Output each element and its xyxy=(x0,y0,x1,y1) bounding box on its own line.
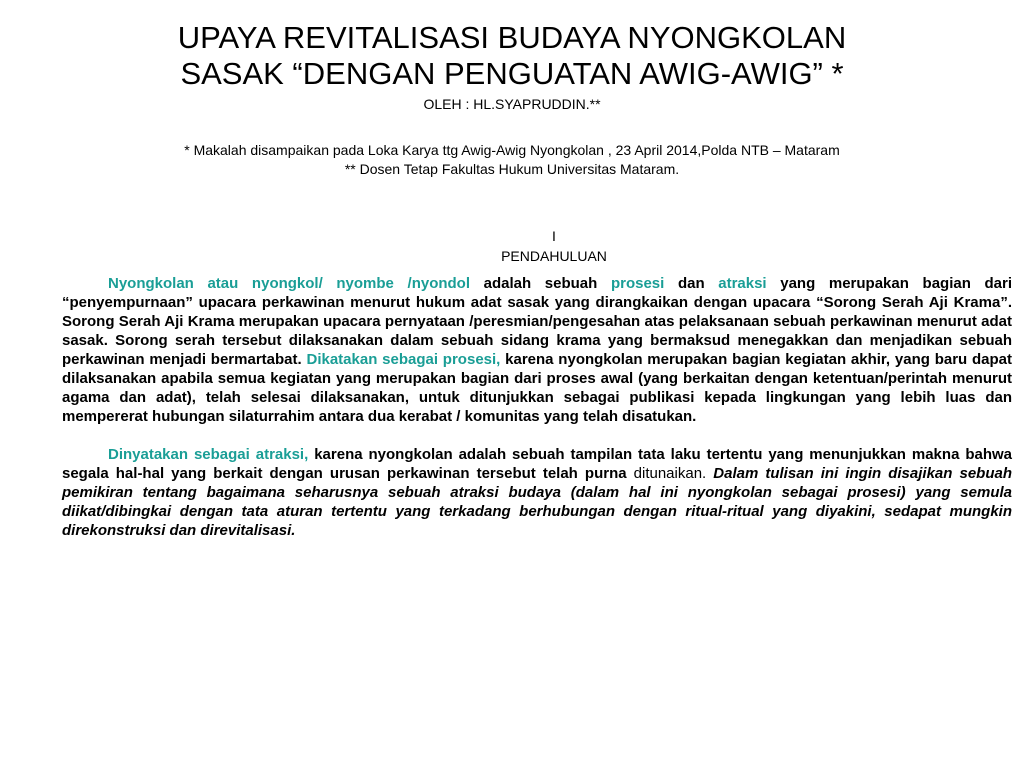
paragraph-1 xyxy=(62,274,1012,426)
document-title-line-1: UPAYA REVITALISASI BUDAYA NYONGKOLAN xyxy=(177,20,847,55)
text-span: adalah sebuah xyxy=(470,275,611,292)
title-block xyxy=(0,20,1024,113)
term-dikatakan-prosesi: Dikatakan sebagai prosesi, xyxy=(306,351,501,368)
term-atraksi: atraksi xyxy=(718,275,767,292)
footnotes xyxy=(0,141,1024,179)
term-prosesi: prosesi xyxy=(610,275,665,292)
section-header xyxy=(0,226,1024,266)
author-line: OLEH : HL.SYAPRUDDIN.** xyxy=(423,96,601,112)
text-span-regular: ditunaikan. xyxy=(626,465,714,482)
text-span-italic: Dalam tulisan ini ingin disajikan sebuah pemikiran tentang bagaimana seharusnya sebuah atraksi budaya (dalam hal ini nyongkolan sebagai prosesi) yang semula diikat/dibingkai dengan tata aturan tertentu yang terkadang berhubungan dengan ritual-ritual yang diyakini, sedapat mungkin direkonstruksi dan direvitalisasi. xyxy=(62,465,1012,539)
section-heading: PENDAHULUAN xyxy=(501,248,607,264)
footnote-2: ** Dosen Tetap Fakultas Hukum Universitas Mataram. xyxy=(344,161,680,177)
text-span: karena nyongkolan adalah sebuah tampilan tata laku tertentu yang menunjukkan makna bahwa segala hal-hal yang berkait dengan urusan perkawinan tersebut telah purna xyxy=(62,446,1013,482)
text-span: karena nyongkolan merupakan bagian kegiatan akhir, yang baru dapat dilaksanakan apabila semua kegiatan yang merupakan bagian dari proses awal (yang berkaitan dengan ketentuan/perintah menurut agama dan adat), telah selesai dilaksanakan, untuk ditunjukkan sebagai publikasi kepada lingkungan yang lebih luas dan mempererat hubungan silaturrahim antara dua kerabat / komunitas yang telah disatukan. xyxy=(62,351,1013,425)
term-nyongkolan: Nyongkolan atau nyongkol/ nyombe /nyondol xyxy=(108,275,471,292)
paragraph-2 xyxy=(62,445,1012,540)
text-span: yang merupakan bagian dari “penyempurnaan” upacara perkawinan menurut hukum adat sasak yang dirangkaikan dengan upacara “Sorong Serah Aji Krama”. Sorong Serah Aji Krama merupakan upacara pernyataan /peresmian/pengesahan atas pelaksanaan sebuah perkawinan menurut adat sasak. Sorong serah tersebut dilaksanakan dalam sebuah sidang krama yang bermaksud menegakkan dan menjadikan sebuah perkawinan menjadi bermartabat. xyxy=(62,275,1013,368)
text-span: dan xyxy=(664,275,719,292)
term-dinyatakan-atraksi: Dinyatakan sebagai atraksi, xyxy=(108,446,309,463)
footnote-1: * Makalah disampaikan pada Loka Karya ttg Awig-Awig Nyongkolan , 23 April 2014,Polda NTB – Mataram xyxy=(184,142,840,158)
section-number: I xyxy=(552,228,556,244)
document-title-line-2: SASAK “DENGAN PENGUATAN AWIG-AWIG” * xyxy=(180,56,844,91)
body-text xyxy=(62,274,1012,540)
